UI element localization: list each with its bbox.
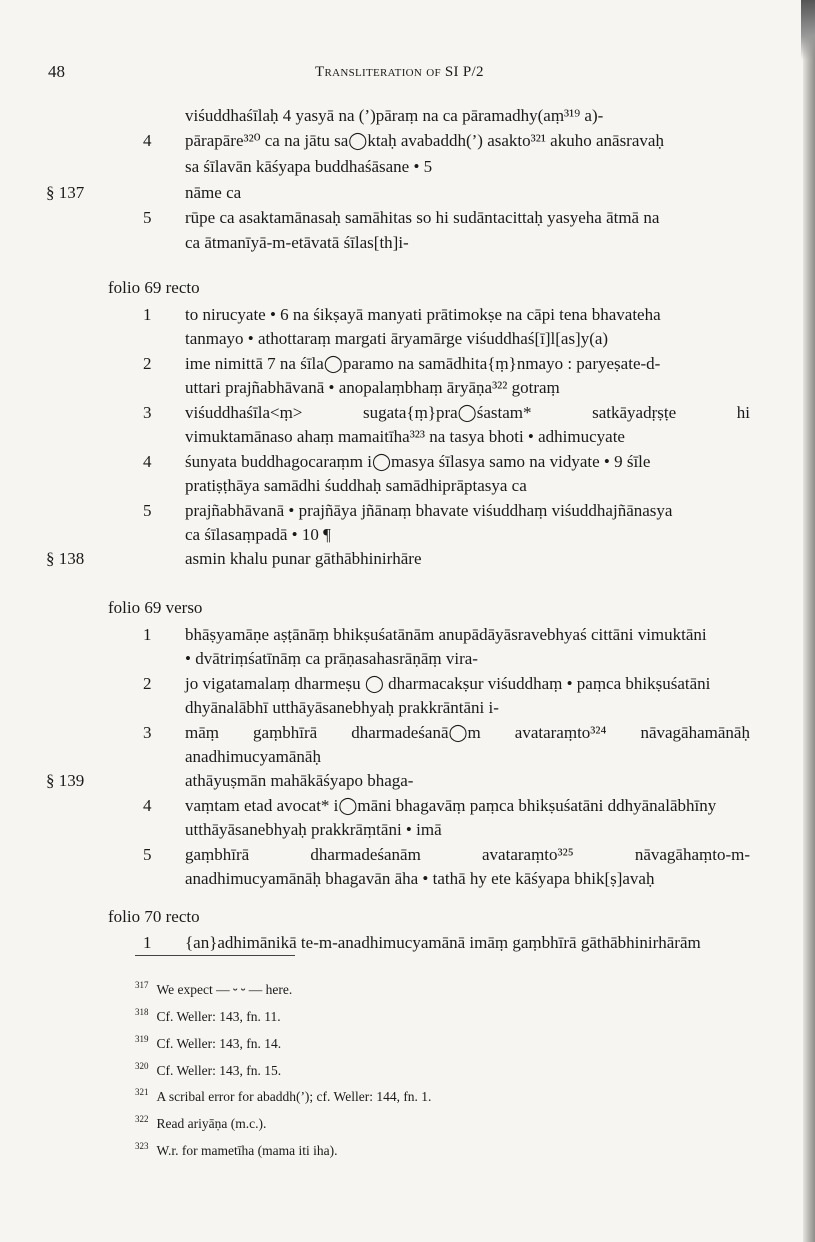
footnote-number: 319 xyxy=(135,1034,149,1044)
footnote xyxy=(135,1110,266,1133)
text-line: {an}adhimānikā te-m-anadhimucyamānā imāṃ gaṃbhīrā gāthābhinirhārām xyxy=(185,933,701,952)
footnote xyxy=(135,1057,281,1080)
text-line: pratiṣṭhāya samādhi śuddhaḥ samādhiprāptasya ca xyxy=(185,476,527,495)
text-line: ca ātmanīyā-m-etāvatā śīlas[th]i- xyxy=(185,233,409,252)
text-segment: avataraṃto³²⁵ xyxy=(482,845,574,864)
line-number: 5 xyxy=(143,845,152,864)
text-line: • dvātriṃśatīnāṃ ca prāṇasahasrāṇāṃ vira- xyxy=(185,649,478,668)
line-number: 5 xyxy=(143,208,152,227)
text-segment: dharmadeśanā◯m xyxy=(351,723,481,742)
footnote-text: Cf. Weller: 143, fn. 14. xyxy=(156,1036,282,1051)
text-line: rūpe ca asaktamānasaḥ samāhitas so hi sudāntacittaḥ yasyeha ātmā na xyxy=(185,208,660,227)
text-line: nāme ca xyxy=(185,183,242,202)
text-line: to nirucyate • 6 na śikṣayā manyati prātimokṣe na cāpi tena bhavateha xyxy=(185,305,661,324)
text-segment: satkāyadṛṣṭe xyxy=(592,403,677,422)
text-line: dhyānalābhī utthāyāsanebhyaḥ prakkrāntāni i- xyxy=(185,698,499,717)
footnote-number: 318 xyxy=(135,1007,149,1017)
footnote-number: 320 xyxy=(135,1061,149,1071)
text-line: asmin khalu punar gāthābhinirhāre xyxy=(185,549,422,568)
footnote-text: Cf. Weller: 143, fn. 15. xyxy=(156,1063,282,1078)
footnote-rule xyxy=(135,955,295,956)
text-line: viśuddhaśīlaḥ 4 yasyā na (’)pāraṃ na ca pāramadhy(aṃ³¹⁹ a)- xyxy=(185,106,604,125)
footnote xyxy=(135,976,292,999)
line-number: 1 xyxy=(143,933,152,952)
text-segment: nāvagāhaṃto-m- xyxy=(634,845,750,864)
section-marker: § 138 xyxy=(46,549,85,568)
line-number: 2 xyxy=(143,674,152,693)
line-number: 2 xyxy=(143,354,152,373)
text-line: utthāyāsanebhyaḥ prakkrāṃtāni • imā xyxy=(185,820,442,839)
page-number: 48 xyxy=(48,62,65,81)
justified-line xyxy=(185,845,750,865)
running-head: Transliteration of SI P/2 xyxy=(315,64,484,80)
text-line: sa śīlavān kāśyapa buddhaśāsane • 5 xyxy=(185,157,433,176)
text-line: ca śīlasaṃpadā • 10 ¶ xyxy=(185,525,331,544)
text-segment: sugata{ṃ}pra◯śastam* xyxy=(363,403,532,422)
line-number: 3 xyxy=(143,723,152,742)
line-number: 5 xyxy=(143,501,152,520)
text-line: anadhimucyamānāḥ xyxy=(185,747,321,766)
line-number: 1 xyxy=(143,305,152,324)
text-line: prajñabhāvanā • prajñāya jñānaṃ bhavate viśuddhaṃ viśuddhajñānasya xyxy=(185,501,673,520)
text-segment: gaṃbhīrā xyxy=(185,845,250,864)
page-edge xyxy=(803,0,815,1242)
text-line: uttari prajñabhāvanā • anopalaṃbhaṃ āryāṇa³²² gotraṃ xyxy=(185,378,560,397)
text-line: tanmayo • athottaraṃ margati āryamārge viśuddhaś[ī]l[as]y(a) xyxy=(185,329,609,348)
text-line: śunyata buddhagocaraṃm i◯masya śīlasya samo na vidyate • 9 śīle xyxy=(185,452,651,471)
text-line: ime nimittā 7 na śīla◯paramo na samādhita{ṃ}nmayo : paryeṣate-d- xyxy=(185,354,661,373)
footnote-text: Read ariyāṇa (m.c.). xyxy=(156,1116,267,1131)
footnote-text: Cf. Weller: 143, fn. 11. xyxy=(156,1009,281,1024)
text-segment: avataraṃto³²⁴ xyxy=(514,723,607,742)
folio-heading: folio 69 verso xyxy=(108,598,203,617)
text-line: athāyuṣmān mahākāśyapo bhaga- xyxy=(185,771,414,790)
line-number: 1 xyxy=(143,625,152,644)
footnote xyxy=(135,1030,281,1053)
text-segment: māṃ xyxy=(185,723,219,742)
footnote-number: 323 xyxy=(135,1141,149,1151)
footnote xyxy=(135,1083,431,1106)
text-segment: hi xyxy=(736,403,750,422)
text-line: anadhimucyamānāḥ bhagavān āha • tathā hy ete kāśyapa bhik[ṣ]avaḥ xyxy=(185,869,655,888)
text-segment: viśuddhaśīla<ṃ> xyxy=(185,403,303,422)
text-segment: nāvagāhamānāḥ xyxy=(640,723,750,742)
justified-line xyxy=(185,403,750,423)
footnote xyxy=(135,1137,337,1160)
section-marker: § 137 xyxy=(46,183,85,202)
line-number: 4 xyxy=(143,452,152,471)
text-line: vimuktamānaso ahaṃ mamaitīha³²³ na tasya bhoti • adhimucyate xyxy=(185,427,625,446)
text-line: pārapāre³²⁰ ca na jātu sa◯ktaḥ avabaddh(’) asakto³²¹ akuho anāsravaḥ xyxy=(185,131,664,150)
text-line: vaṃtam etad avocat* i◯māni bhagavāṃ paṃca bhikṣuśatāni ddhyānalābhīny xyxy=(185,796,717,815)
justified-line xyxy=(185,723,750,743)
text-line: jo vigatamalaṃ dharmeṣu ◯ dharmacakṣur viśuddhaṃ • paṃca bhikṣuśatāni xyxy=(185,674,711,693)
line-number: 3 xyxy=(143,403,152,422)
section-marker: § 139 xyxy=(46,771,85,790)
footnote-number: 322 xyxy=(135,1114,149,1124)
line-number: 4 xyxy=(143,131,152,150)
footnote-number: 317 xyxy=(135,980,149,990)
footnote-text: A scribal error for abaddh(’); cf. Weller: 144, fn. 1. xyxy=(156,1089,432,1104)
footnote-text: We expect — ⏑ ⏑ — here. xyxy=(156,982,293,997)
line-number: 4 xyxy=(143,796,152,815)
text-segment: dharmadeśanām xyxy=(310,845,421,864)
folio-heading: folio 70 recto xyxy=(108,907,200,926)
footnote-text: W.r. for mametīha (mama iti iha). xyxy=(156,1143,338,1158)
text-line: bhāṣyamāṇe aṣṭānāṃ bhikṣuśatānām anupādāyāsravebhyaś cittāni vimuktāni xyxy=(185,625,707,644)
page-edge-shadow xyxy=(801,0,815,60)
text-segment: gaṃbhīrā xyxy=(253,723,318,742)
footnote xyxy=(135,1003,281,1026)
folio-heading: folio 69 recto xyxy=(108,278,200,297)
footnote-number: 321 xyxy=(135,1087,149,1097)
